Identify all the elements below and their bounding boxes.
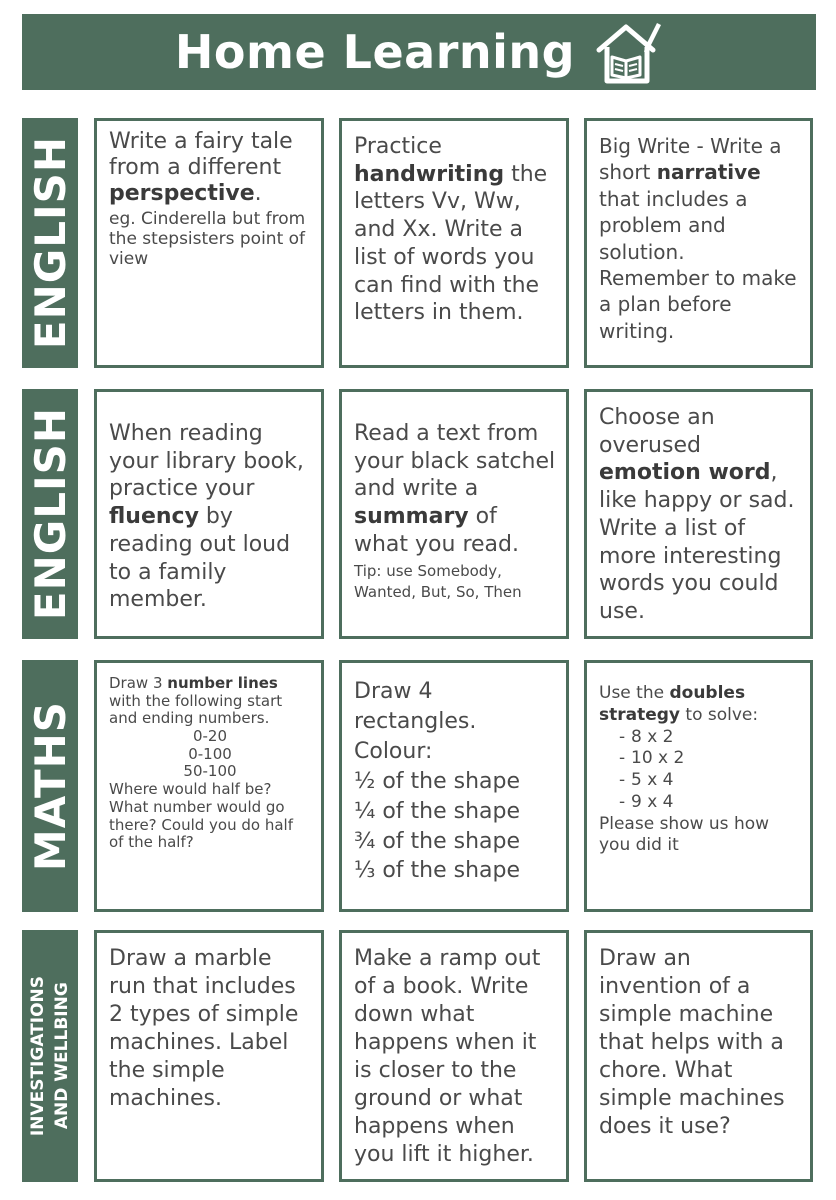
task-cell: Practice handwriting the letters Vv, Ww, and Xx. Write a list of words you can find with the letters in them. [339, 118, 569, 368]
task-cell: Choose an overused emotion word, like happy or sad. Write a list of more interesting words you could use. [584, 389, 813, 639]
range-item: 0-20 [192, 727, 228, 746]
row-label-maths [22, 660, 78, 912]
row-label-text: MATHS [25, 700, 75, 872]
range-item: 50-100 [183, 762, 237, 781]
task-cell: Write a fairy tale from a different perspective. eg. Cinderella but from the stepsisters point of view [94, 118, 324, 368]
task-example: eg. Cinderella but from the stepsisters point of view [109, 208, 306, 269]
fraction-item: ¾ of the shape [354, 828, 520, 854]
number-line-ranges [109, 728, 311, 781]
list-item: - 10 x 2 [619, 748, 685, 769]
task-cell: Big Write - Write a short narrative that includes a problem and solution. Remember to make a plan before writing. [584, 118, 813, 368]
row-label-english-1 [22, 118, 78, 368]
row-label-text: INVESTIGATIONS AND WELLBING [28, 975, 72, 1137]
fraction-item: ⅓ of the shape [354, 858, 520, 884]
task-question: Where would half be? What number would go there? Could you do half of the half? [109, 780, 293, 852]
task-tip: Tip: use Somebody, Wanted, But, So, Then [354, 561, 522, 602]
task-cell: Read a text from your black satchel and write a summary of what you read. Tip: use Somebody, Wanted, But, So, Then [339, 389, 569, 639]
list-item: - 9 x 4 [619, 791, 674, 812]
range-item: 0-100 [188, 744, 232, 763]
header-banner [22, 14, 816, 90]
house-book-pencil-icon [593, 17, 663, 87]
task-cell: Draw 3 number lines with the following start and ending numbers. 0-20 0-100 50-100 Where would half be? What number would go there? Could you do half of the half? [94, 660, 324, 912]
task-cell: Make a ramp out of a book. Write down what happens when it is closer to the ground or what happens when you lift it higher. [339, 930, 569, 1182]
task-cell: When reading your library book, practice your fluency by reading out loud to a family member. [94, 389, 324, 639]
task-cell: Draw an invention of a simple machine that helps with a chore. What simple machines does it use? [584, 930, 813, 1182]
row-label-text: ENGLISH [25, 136, 75, 350]
fraction-item: ¼ of the shape [354, 798, 520, 824]
list-item: - 8 x 2 [619, 726, 674, 747]
task-text: Draw 4 rectangles. [354, 679, 477, 734]
row-label-text: ENGLISH [25, 407, 75, 621]
task-cell: Use the doubles strategy to solve: - 8 x 2 - 10 x 2 - 5 x 4 - 9 x 4 Please show us how you did it [584, 660, 813, 912]
fraction-item: ½ of the shape [354, 768, 520, 794]
task-cell: Draw a marble run that includes 2 types of simple machines. Label the simple machines. [94, 930, 324, 1182]
row-label-english-2 [22, 389, 78, 639]
task-text: Colour: [354, 738, 433, 764]
task-note: Please show us how you did it [599, 813, 770, 856]
list-item: - 5 x 4 [619, 770, 674, 790]
page-title: Home Learning [174, 25, 576, 79]
task-cell [339, 660, 569, 912]
row-label-investigations [22, 930, 78, 1182]
